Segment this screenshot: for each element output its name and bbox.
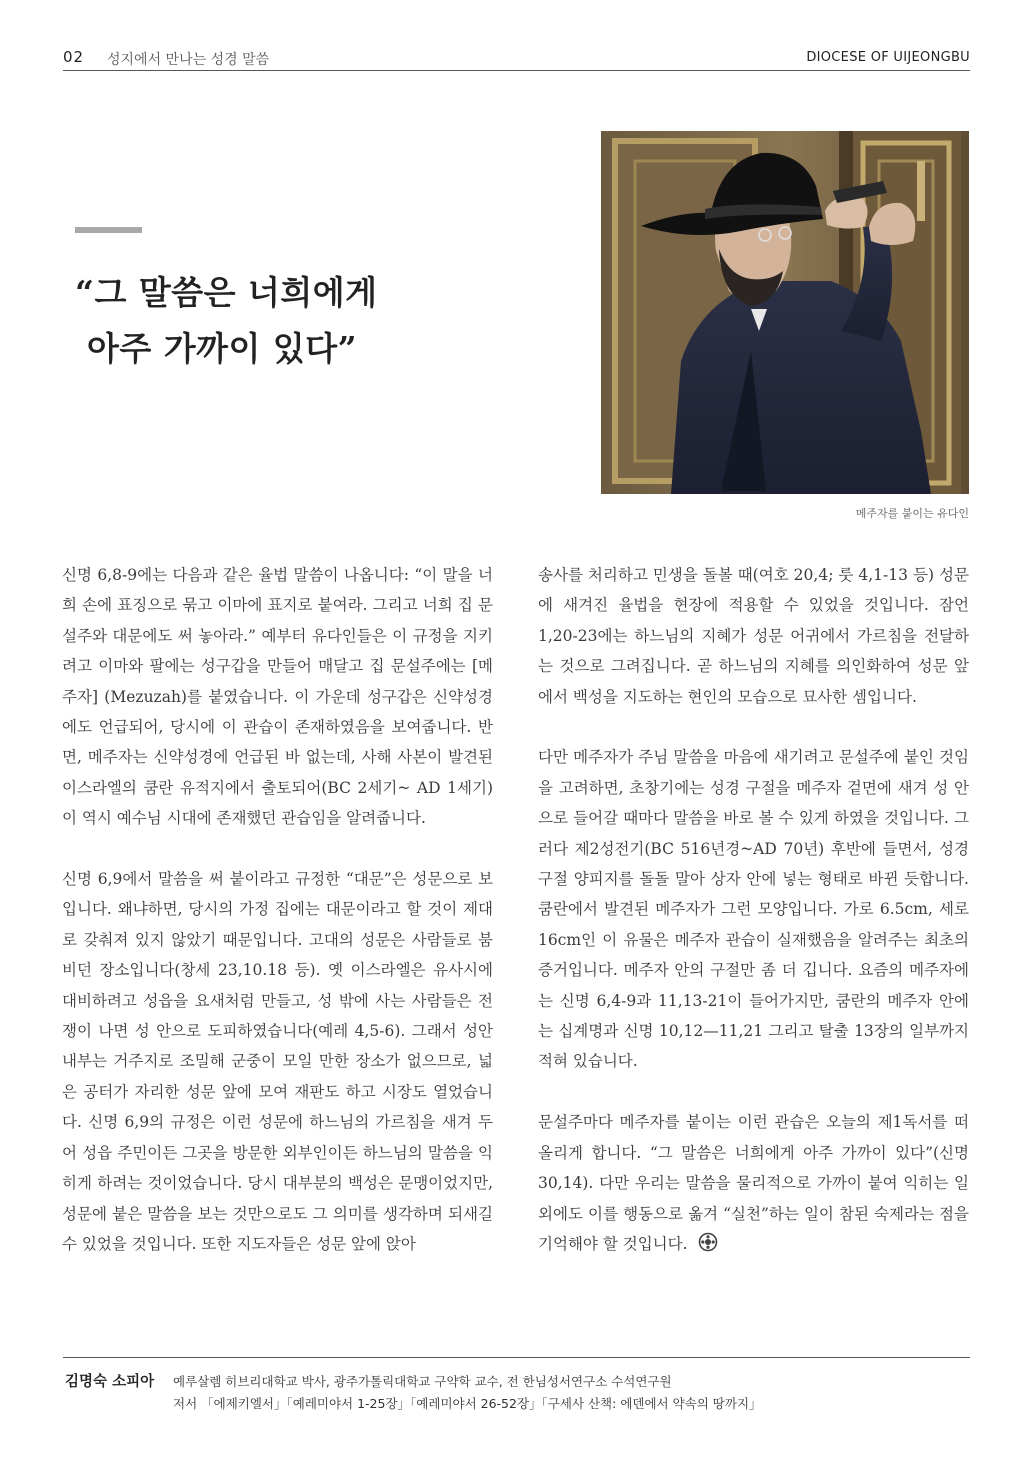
page-number: 02 [63, 48, 85, 66]
publisher-name: DIOCESE OF UIJEONGBU [806, 50, 970, 65]
page-header [63, 44, 970, 71]
title-accent-bar [75, 227, 142, 233]
body-paragraph-final [538, 1107, 969, 1259]
article-column-left [62, 560, 493, 1290]
author-bio-credentials: 예루살렘 히브리대학교 박사, 광주가톨릭대학교 구약학 교수, 전 한님성서연구소 수석연구원 [173, 1374, 672, 1389]
body-paragraph-text: 문설주마다 메주자를 붙이는 이런 관습은 오늘의 제1독서를 떠올리게 합니다. “그 말씀은 너희에게 아주 가까이 있다”(신명 30,14). 다만 우리는 말씀을 물리적으로 가까이 붙여 익히는 일 외에도 이를 행동으로 옮겨 “실천”하는 일이 참된 숙제라는 점을 기억해야 할 것입니다. [538, 1113, 969, 1253]
body-paragraph: 신명 6,9에서 말씀을 써 붙이라고 규정한 “대문”은 성문으로 보입니다. 왜냐하면, 당시의 가정 집에는 대문이라고 할 것이 제대로 갖춰져 있지 않았기 때문입니다. 고대의 성문은 사람들로 붐비던 장소입니다(창세 23,10.18 등). 옛 이스라엘은 유사시에 대비하려고 성읍을 요새처럼 만들고, 성 밖에 사는 사람들은 전쟁이 나면 성 안으로 도피하였습니다(예레 4,5-6). 그래서 성안 내부는 거주지로 조밀해 군중이 모일 만한 장소가 없으므로, 넓은 공터가 자리한 성문 앞에 모여 재판도 하고 시장도 열었습니다. 신명 6,9의 규정은 이런 성문에 하느님의 가르침을 새겨 두어 성읍 주민이든 그곳을 방문한 외부인이든 하느님의 말씀을 익히게 하려는 것이었습니다. 당시 대부분의 백성은 문맹이었지만, 성문에 붙은 말씀을 보는 것만으로도 그 의미를 생각하며 되새길 수 있었을 것입니다. 또한 지도자들은 성문 앞에 앉아 [62, 870, 493, 1253]
author-footer [63, 1357, 970, 1411]
end-mark-icon [698, 1232, 718, 1252]
article-title: “그 말씀은 너희에게 아주 가까이 있다” [75, 273, 378, 368]
body-paragraph: 송사를 처리하고 민생을 돌볼 때(여호 20,4; 룻 4,1-13 등) 성문에 새겨진 율법을 현장에 적용할 수 있었을 것입니다. 잠언 1,20-23에는 하느님의 지혜가 성문 어귀에서 가르침을 전달하는 것으로 그려집니다. 곧 하느님의 지혜를 의인화하여 성문 앞에서 백성을 지도하는 현인의 모습으로 묘사한 셈입니다. [538, 566, 969, 706]
author-name: 김명숙 소피아 [65, 1374, 155, 1390]
body-paragraph: 다만 메주자가 주님 말씀을 마음에 새기려고 문설주에 붙인 것임을 고려하면, 초창기에는 성경 구절을 메주자 겉면에 새겨 성 안으로 들어갈 때마다 말씀을 바로 볼 수 있게 하였을 것입니다. 그러다 제2성전기(BC 516년경~AD 70년) 후반에 들면서, 성경 구절 양피지를 돌돌 말아 상자 안에 넣는 형태로 바뀐 듯합니다. 쿰란에서 발견된 메주자가 그런 모양입니다. 가로 6.5cm, 세로 16cm인 이 유물은 메주자 관습이 실재했음을 알려주는 최초의 증거입니다. 메주자 안의 구절만 좀 더 깁니다. 요즘의 메주자에는 신명 6,4-9과 11,13-21이 들어가지만, 쿰란의 메주자 안에는 십계명과 신명 10,12—11,21 그리고 탈출 13장의 일부까지 적혀 있습니다. [538, 748, 969, 1071]
photo-caption: 메주자를 붙이는 유다인 [855, 507, 969, 520]
section-title: 성지에서 만나는 성경 말씀 [107, 52, 270, 68]
body-paragraph: 신명 6,8-9에는 다음과 같은 율법 말씀이 나옵니다: “이 말을 너희 손에 표징으로 묶고 이마에 표지로 붙여라. 그리고 너희 집 문설주와 대문에도 써 놓아라.” 예부터 유다인들은 이 규정을 지키려고 이마와 팔에는 성구갑을 만들어 매달고 집 문설주에는 [메주자] (Mezuzah)를 붙였습니다. 이 가운데 성구갑은 신약성경에도 언급되어, 당시에 이 관습이 존재하였음을 보여줍니다. 반면, 메주자는 신약성경에 언급된 바 없는데, 사해 사본이 발견된 이스라엘의 쿰란 유적지에서 출토되어(BC 2세기~ AD 1세기) 이 역시 예수님 시대에 존재했던 관습임을 알려줍니다. [62, 566, 493, 828]
author-bio-books: 저서 「에제키엘서」「예레미야서 1-25장」「예레미야서 26-52장」「구세사 산책: 에덴에서 약속의 땅까지」 [173, 1396, 762, 1411]
article-column-right [538, 560, 969, 1290]
article-photo [601, 131, 969, 494]
